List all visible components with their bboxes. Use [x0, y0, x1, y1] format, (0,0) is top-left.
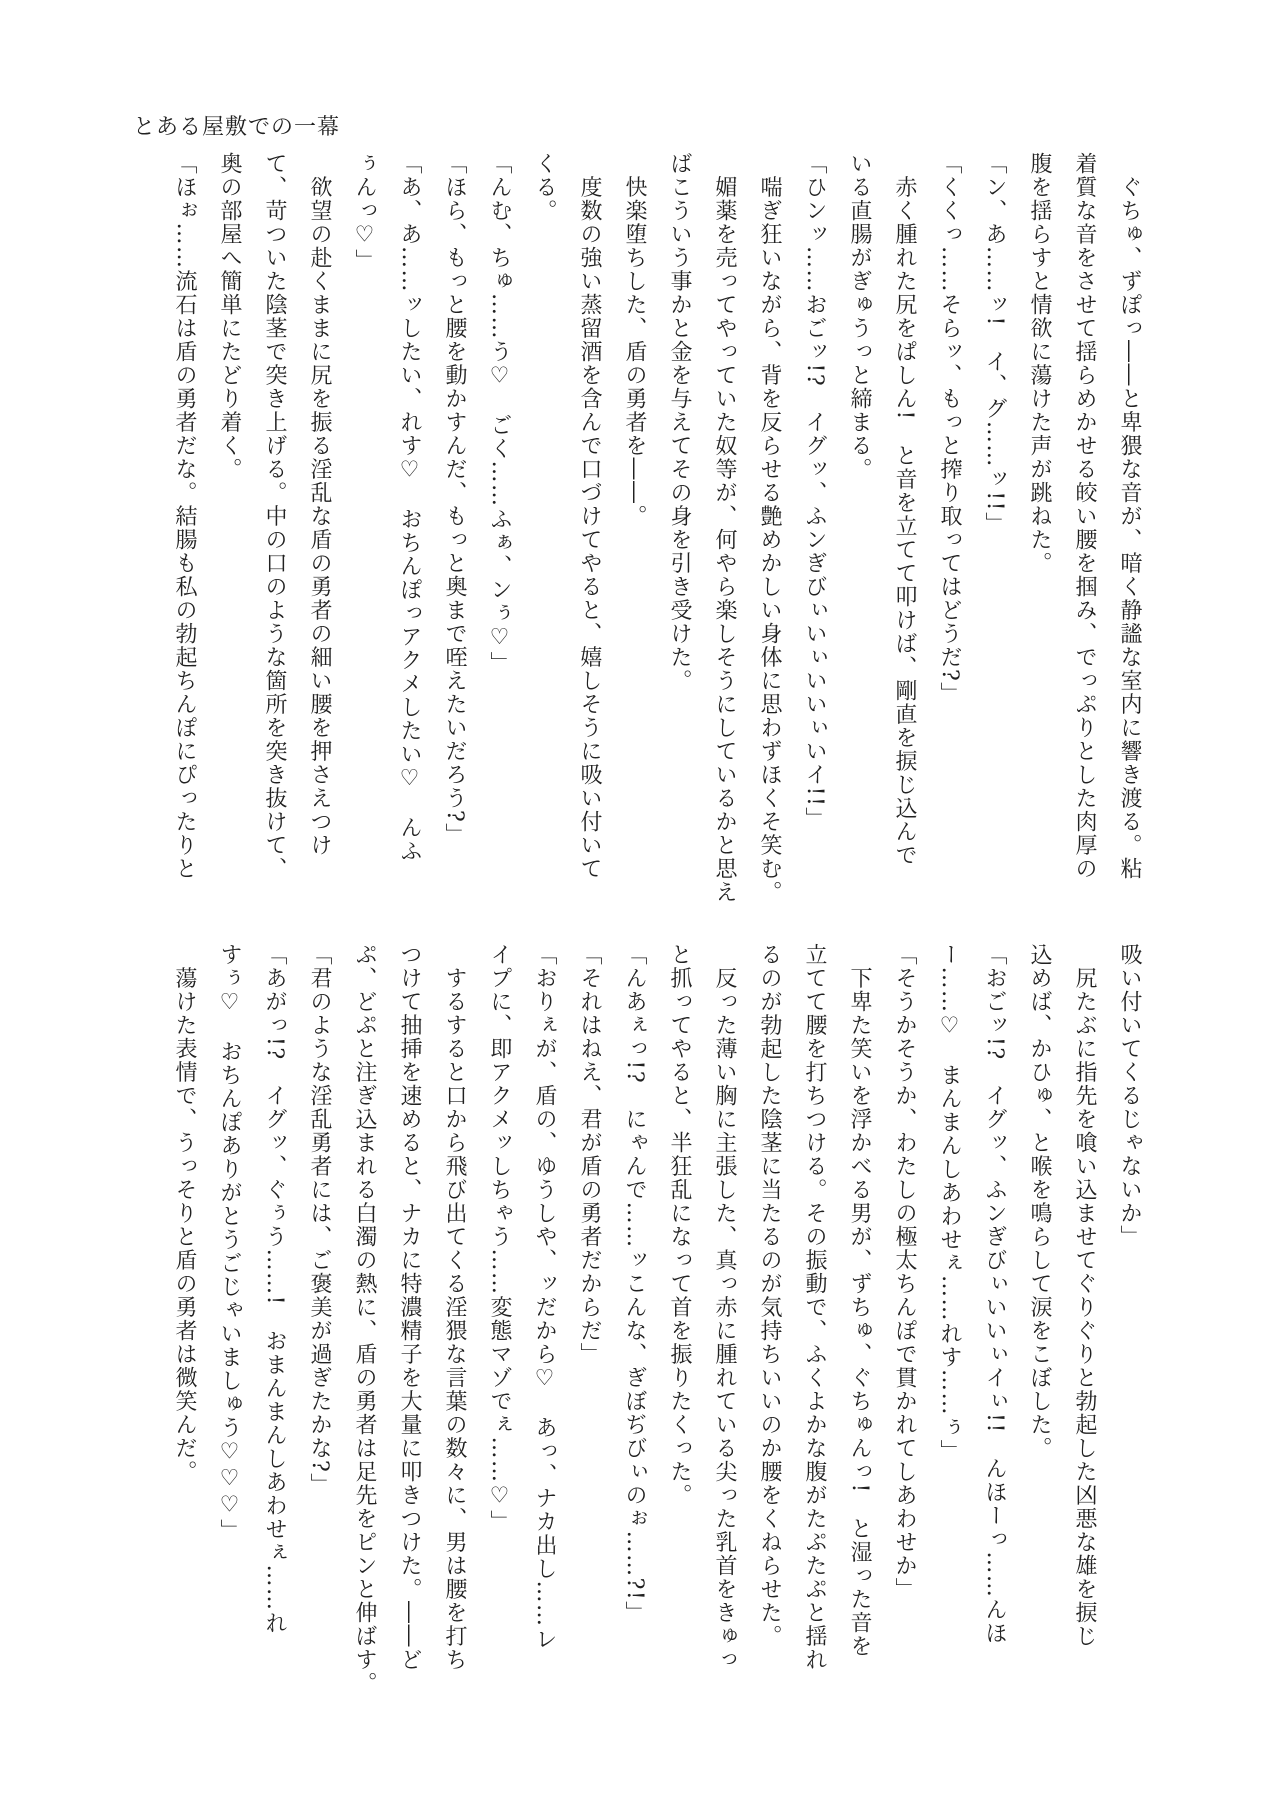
- text-column: 吸い付いてくるじゃないか」: [1117, 943, 1142, 1249]
- text-column: 「君のような淫乱勇者には、ご褒美が過ぎたかな?」: [307, 943, 332, 1497]
- bottom-text-block: [162, 943, 1152, 1705]
- text-column: 赤く腫れた尻をぱしん! と音を立てて叩けば、剛直を捩じ込んで: [892, 152, 917, 868]
- text-column: すぅ♡ おちんぽありがとうごじゃいましゅう♡♡♡」: [217, 943, 242, 1543]
- text-column: 「ン、あ……ッ! イ、グ……ッ!!」: [982, 152, 1007, 536]
- text-column: くる。: [532, 152, 557, 223]
- text-column: 「おごッ!? イグッ、ふンぎびぃいいぃイぃ!! んほーっ……んほ: [982, 943, 1007, 1646]
- text-column: いる直腸がぎゅうっと締まる。: [847, 152, 872, 481]
- page-title: とある屋敷での一幕: [133, 115, 341, 140]
- text-column: 喘ぎ狂いながら、背を反らせる艶めかしい身体に思わずほくそ笑む。: [757, 152, 782, 904]
- top-text-block: [162, 152, 1152, 914]
- text-column: 着質な音をさせて揺らめかせる皎い腰を掴み、でっぷりとした肉厚の: [1072, 152, 1097, 881]
- text-column: ぅんっ♡」: [352, 152, 377, 273]
- text-column: 「おりぇが、盾の、ゆうしや、ッだから♡ あっ、ナカ出し……レ: [532, 943, 557, 1651]
- text-column: て、苛ついた陰茎で突き上げる。中の口のような箇所を突き抜けて、: [262, 152, 287, 881]
- text-column: 「くくっ……そらッ、もっと搾り取ってはどうだ?」: [937, 152, 962, 706]
- text-column: ー……♡ まんまんしあわせぇ……れす……ぅ」: [937, 943, 962, 1463]
- text-column: 「ほぉ……流石は盾の勇者だな。結腸も私の勃起ちんぽにぴったりと: [172, 152, 197, 881]
- text-column: ばこういう事かと金を与えてその身を引き受けた。: [667, 152, 692, 693]
- text-column: 立てて腰を打ちつける。その振動で、ふくよかな腹がたぷたぷと揺れ: [802, 943, 827, 1672]
- text-column: 反った薄い胸に主張した、真っ赤に腫れている尖った乳首をきゅっ: [712, 943, 737, 1672]
- text-column: 込めば、かひゅ、と喉を鳴らして涙をこぼした。: [1027, 943, 1052, 1460]
- text-column: 蕩けた表情で、うっそりと盾の勇者は微笑んだ。: [172, 943, 197, 1484]
- text-column: 「ほら、もっと腰を動かすんだ、もっと奥まで咥えたいだろう?」: [442, 152, 467, 847]
- text-column: するすると口から飛び出てくる淫猥な言葉の数々に、男は腰を打ち: [442, 943, 467, 1672]
- text-column: 快楽堕ちした、盾の勇者を――。: [622, 152, 647, 528]
- text-column: ぐちゅ、ずぽっ――と卑猥な音が、暗く静謐な室内に響き渡る。粘: [1117, 152, 1142, 881]
- text-column: 「あがっ!? イグッ、ぐぅう……! おまんまんしあわせぇ……れ: [262, 943, 287, 1635]
- text-column: ぷ、どぷと注ぎ込まれる白濁の熱に、盾の勇者は足先をピンと伸ばす。: [352, 943, 377, 1695]
- text-column: 「ひンッ……おごッ!? イグッ、ふンぎびぃいぃいいぃいイ!!」: [802, 152, 827, 831]
- text-column: 「んむ、ちゅ……う♡ ごく……ふぁ、ンぅ♡」: [487, 152, 512, 675]
- text-column: と抓ってやると、半狂乱になって首を振りたくった。: [667, 943, 692, 1507]
- text-column: 「それはねえ、君が盾の勇者だからだ」: [577, 943, 602, 1366]
- text-column: 媚薬を売ってやっていた奴等が、何やら楽しそうにしているかと思え: [712, 152, 737, 904]
- text-column: 尻たぶに指先を喰い込ませてぐりぐりと勃起した凶悪な雄を捩じ: [1072, 943, 1097, 1648]
- text-column: つけて抽挿を速めると、ナカに特濃精子を大量に叩きつけた。――ど: [397, 943, 422, 1672]
- text-column: るのが勃起した陰茎に当たるのが気持ちいいのか腰をくねらせた。: [757, 943, 782, 1648]
- text-column: 「んあぇっ!? にゃんで……ッこんな、ぎぼぢびぃのぉ……?!」: [622, 943, 647, 1625]
- text-column: 「あ、あ……ッしたい、れす♡ おちんぽっアクメしたい♡ んふ: [397, 152, 422, 863]
- text-column: イプに、即アクメッしちゃう……変態マゾでぇ……♡」: [487, 943, 512, 1534]
- text-column: 腹を揺らすと情欲に蕩けた声が跳ねた。: [1027, 152, 1052, 575]
- text-column: 欲望の赴くままに尻を振る淫乱な盾の勇者の細い腰を押さえつけ: [307, 152, 332, 857]
- text-column: 奥の部屋へ簡単にたどり着く。: [217, 152, 242, 481]
- text-column: 度数の強い蒸留酒を含んで口づけてやると、嬉しそうに吸い付いて: [577, 152, 602, 881]
- text-column: 下卑た笑いを浮かべる男が、ずちゅ、ぐちゅんっ! と湿った音を: [847, 943, 872, 1659]
- text-column: 「そうかそうか、わたしの極太ちんぽで貫かれてしあわせか」: [892, 943, 917, 1601]
